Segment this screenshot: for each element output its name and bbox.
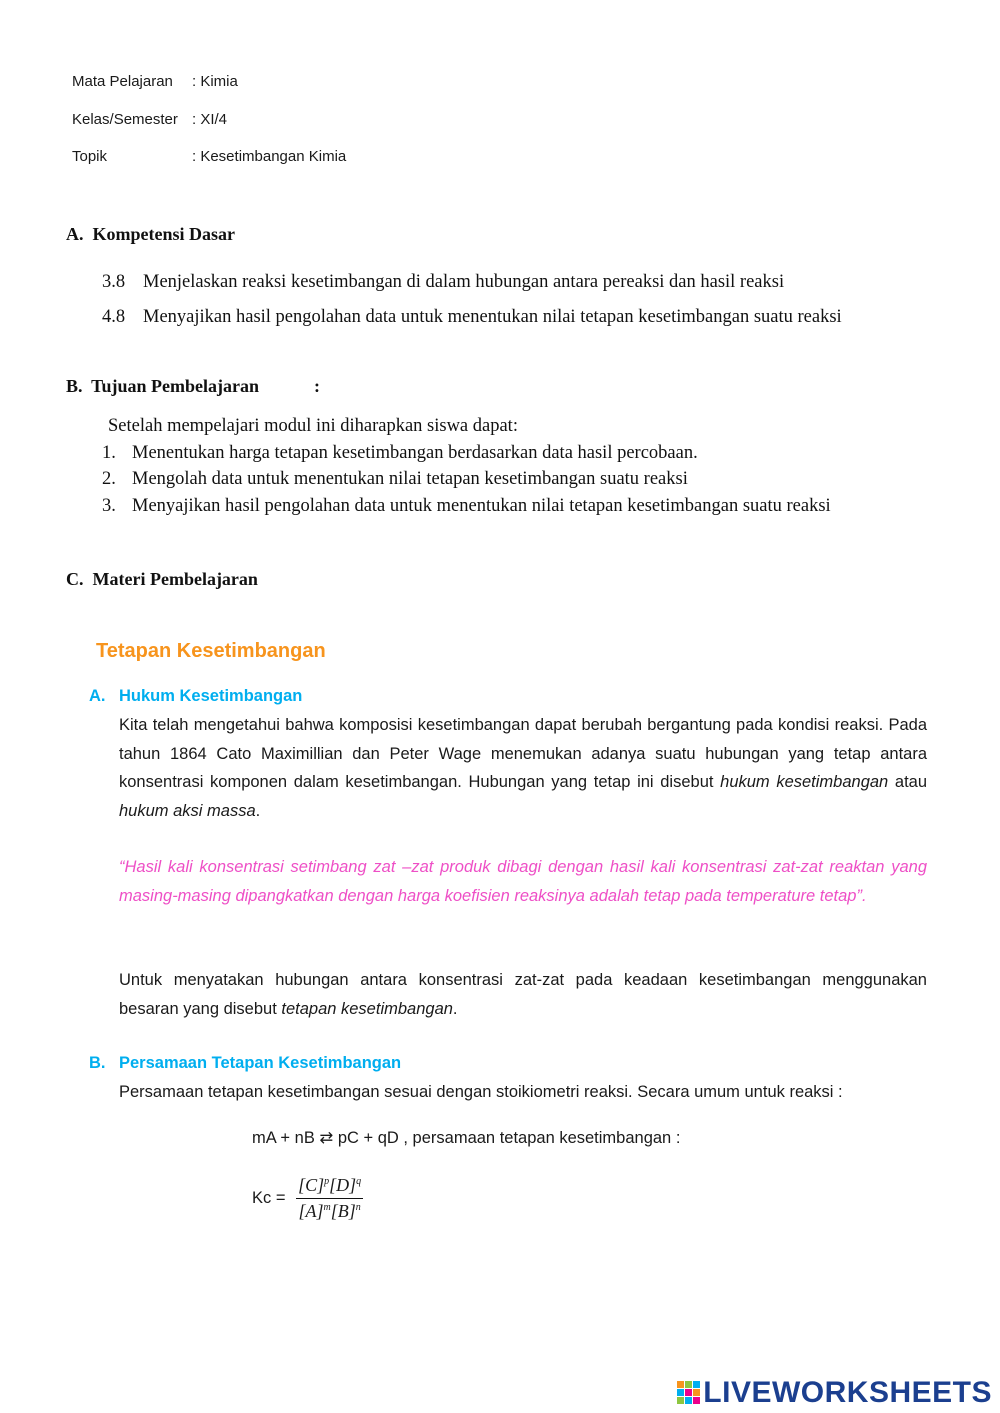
objective-number-1: 1. bbox=[102, 443, 116, 463]
kc-formula bbox=[252, 1175, 363, 1222]
objective-text-2: Mengolah data untuk menentukan nilai tetapan kesetimbangan suatu reaksi bbox=[132, 469, 688, 489]
constant-paragraph-text: Untuk menyatakan hubungan antara konsentrasi zat-zat pada keadaan kesetimbangan menggunakan besaran yang disebut bbox=[119, 971, 927, 1018]
competency-text-1: Menjelaskan reaksi kesetimbangan di dalam hubungan antara pereaksi dan hasil reaksi bbox=[143, 272, 785, 292]
liveworksheets-watermark[interactable] bbox=[677, 1376, 992, 1410]
section-b-heading: B. Tujuan Pembelajaran bbox=[66, 376, 260, 396]
law-term-2: hukum aksi massa bbox=[119, 801, 256, 820]
liveworksheets-logo-icon bbox=[677, 1379, 701, 1403]
reaction-equation: mA + nB ⇄ pC + qD , persamaan tetapan kesetimbangan : bbox=[252, 1129, 681, 1147]
subsection-a-title: Hukum Kesetimbangan bbox=[119, 687, 303, 705]
equation-paragraph: Persamaan tetapan kesetimbangan sesuai dengan stoikiometri reaksi. Secara umum untuk reaksi : bbox=[119, 1083, 843, 1101]
section-b-colon: : bbox=[314, 376, 320, 396]
objective-number-2: 2. bbox=[102, 469, 116, 489]
kc-den-a: [A] bbox=[298, 1201, 324, 1221]
kc-fraction bbox=[296, 1175, 363, 1222]
competency-number-1: 3.8 bbox=[102, 272, 126, 292]
kc-den-b: [B] bbox=[330, 1201, 356, 1221]
kc-den-m: m bbox=[323, 1202, 331, 1213]
constant-period: . bbox=[452, 999, 458, 1018]
objectives-intro: Setelah mempelajari modul ini diharapkan siswa dapat: bbox=[108, 416, 518, 436]
law-period: . bbox=[255, 801, 261, 820]
topic-value: : Kesetimbangan Kimia bbox=[192, 148, 347, 165]
topic-label: Topik bbox=[72, 148, 108, 165]
section-c-heading: C. Materi Pembelajaran bbox=[66, 569, 258, 589]
objective-text-3: Menyajikan hasil pengolahan data untuk menentukan nilai tetapan kesetimbangan suatu reaksi bbox=[132, 496, 831, 516]
subsection-b-letter: B. bbox=[89, 1054, 106, 1072]
kc-label: Kc = bbox=[252, 1189, 286, 1207]
class-label: Kelas/Semester bbox=[72, 111, 178, 128]
kc-denominator bbox=[296, 1199, 363, 1222]
kc-num-p: p bbox=[324, 1176, 330, 1187]
section-a-heading: A. Kompetensi Dasar bbox=[66, 224, 235, 244]
law-term-1: hukum kesetimbangan bbox=[720, 773, 889, 791]
competency-text-2: Menyajikan hasil pengolahan data untuk menentukan nilai tetapan kesetimbangan suatu reaksi bbox=[143, 307, 842, 327]
kc-num-d: [D] bbox=[329, 1175, 357, 1195]
constant-paragraph bbox=[119, 966, 927, 1023]
law-connector: atau bbox=[888, 773, 928, 791]
objective-number-3: 3. bbox=[102, 496, 116, 516]
law-quote: “Hasil kali konsentrasi setimbang zat –zat produk dibagi dengan hasil kali konsentrasi zat-zat reaktan yang masing-masing dipangkatkan dengan harga koefisien reaksinya adalah tetap pada temperature tetap”. bbox=[119, 858, 927, 905]
subject-label: Mata Pelajaran bbox=[72, 73, 173, 90]
law-paragraph bbox=[119, 711, 927, 825]
competency-number-2: 4.8 bbox=[102, 307, 126, 327]
kc-num-q: q bbox=[356, 1176, 362, 1187]
subsection-b-title: Persamaan Tetapan Kesetimbangan bbox=[119, 1054, 402, 1072]
kc-numerator bbox=[296, 1175, 363, 1199]
subsection-a-letter: A. bbox=[89, 687, 106, 705]
objective-text-1: Menentukan harga tetapan kesetimbangan berdasarkan data hasil percobaan. bbox=[132, 443, 698, 463]
kc-den-n: n bbox=[355, 1202, 361, 1213]
materi-title: Tetapan Kesetimbangan bbox=[96, 640, 326, 662]
constant-term: tetapan kesetimbangan bbox=[281, 999, 453, 1018]
kc-num-c: [C] bbox=[298, 1175, 325, 1195]
law-paragraph-text: Kita telah mengetahui bahwa komposisi kesetimbangan dapat berubah bergantung pada kondisi reaksi. Pada tahun 1864 Cato Maximillian dan Peter Wage menemukan adanya suatu hubungan yang tetap antara konsentrasi komponen dalam kesetimbangan. Hubungan yang tetap ini disebut bbox=[119, 716, 927, 791]
subject-value: : Kimia bbox=[192, 73, 238, 90]
liveworksheets-text: LIVEWORKSHEETS bbox=[703, 1376, 992, 1409]
class-value: : XI/4 bbox=[192, 111, 228, 128]
